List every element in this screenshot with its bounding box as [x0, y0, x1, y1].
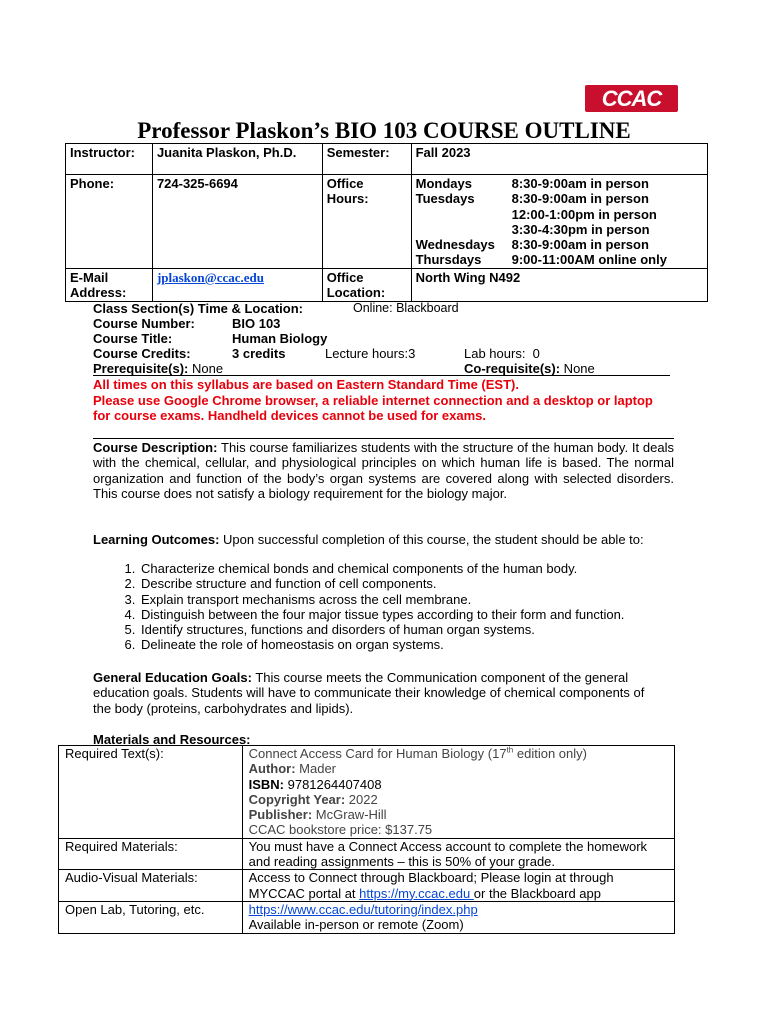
email-cell	[152, 269, 322, 302]
corequisite	[464, 361, 595, 376]
email-link[interactable]: jplaskon@ccac.edu	[156, 270, 265, 285]
audio-visual-value: Access to Connect through Blackboard; Please login at through MYCCAC portal at https://my.ccac.edu or the Blackboard app	[242, 870, 674, 902]
course-number-label: Course Number:	[93, 316, 195, 331]
office-hours-item: Tuesdays 8:30-9:00am in person	[415, 191, 649, 207]
audio-visual-label: Audio-Visual Materials:	[59, 870, 243, 902]
phone-label: Phone:	[66, 175, 153, 269]
lab-hours-value: 0	[532, 346, 540, 361]
office-hours-item: Mondays 8:30-9:00am in person	[415, 176, 649, 191]
required-materials-value: You must have a Connect Access account to complete the homework and reading assignments – this is 50% of your grade.	[242, 838, 674, 870]
semester-label: Semester:	[322, 144, 411, 175]
table-row	[66, 175, 708, 269]
open-lab-value	[242, 901, 674, 933]
office-hours-list	[411, 175, 707, 269]
required-materials-label: Required Materials:	[59, 838, 243, 870]
list-item: 3. Explain transport mechanisms across the cell membrane.	[139, 592, 699, 607]
table-row	[59, 901, 675, 933]
book-publisher: Publisher: McGraw-Hill	[248, 807, 387, 823]
list-item: 5. Identify structures, functions and disorders of human organ systems.	[139, 622, 699, 637]
course-title-value: Human Biology	[232, 331, 328, 346]
list-item: 1. Characterize chemical bonds and chemical components of the human body.	[139, 561, 699, 576]
list-item: 2. Describe structure and function of cell components.	[139, 576, 699, 591]
office-hours-label: Office Hours:	[322, 175, 411, 269]
required-texts-label: Required Text(s):	[59, 746, 243, 839]
prerequisite	[93, 361, 223, 376]
table-row	[66, 144, 708, 175]
table-row	[59, 870, 675, 902]
open-lab-label: Open Lab, Tutoring, etc.	[59, 901, 243, 933]
list-item: 4. Distinguish between the four major tissue types according to their form and function.	[139, 607, 699, 622]
materials-heading: Materials and Resources:	[93, 732, 251, 747]
office-hours-item: Thursdays 9:00-11:00AM online only	[415, 252, 667, 268]
instructor-value: Juanita Plaskon, Ph.D.	[152, 144, 322, 175]
office-hours-item: 3:30-4:30pm in person	[511, 221, 650, 237]
page-title: Professor Plaskon’s BIO 103 COURSE OUTLINE	[137, 118, 631, 143]
section-label: Class Section(s) Time & Location:	[93, 301, 303, 316]
lecture-hours-value: 3	[408, 346, 416, 361]
general-education-goals	[93, 670, 663, 716]
learning-outcomes-intro	[93, 532, 674, 547]
book-author: Author: Mader	[248, 761, 337, 777]
course-credits-label: Course Credits:	[93, 346, 191, 361]
email-label: E-Mail Address:	[66, 269, 153, 302]
phone-value: 724-325-6694	[152, 175, 322, 269]
semester-value: Fall 2023	[411, 144, 707, 175]
book-isbn: ISBN: 9781264407408	[248, 776, 382, 792]
table-row	[59, 838, 675, 870]
divider	[93, 438, 674, 439]
course-title-label: Course Title:	[93, 331, 173, 346]
myccac-link[interactable]: https://my.ccac.edu	[359, 885, 474, 901]
section-value: Online: Blackboard	[353, 301, 459, 315]
course-number-value: BIO 103	[232, 316, 281, 331]
learning-outcomes-list	[93, 561, 699, 653]
table-row	[59, 746, 675, 839]
required-texts-value	[242, 746, 674, 839]
learning-outcomes-label: Learning Outcomes:	[93, 532, 220, 547]
instructor-label: Instructor:	[66, 144, 153, 175]
office-location-value: North Wing N492	[411, 269, 707, 302]
table-row	[66, 269, 708, 302]
learning-outcomes-text: Upon successful completion of this course, the student should be able to:	[219, 532, 644, 547]
notice-est: All times on this syllabus are based on Eastern Standard Time (EST).	[93, 377, 519, 392]
logo-text: CCAC	[601, 85, 662, 111]
corequisite-label: Co-requisite(s):	[464, 361, 561, 376]
general-education-text: This course meets the Communication component of the general education goals. Students will have to communicate their knowledge of chemical components of the body (proteins, carbohydrates and lipids).	[93, 670, 645, 716]
book-copyright: Copyright Year: 2022	[248, 791, 378, 807]
lab-hours-label: Lab hours:	[464, 346, 526, 361]
prerequisite-value: None	[188, 361, 224, 376]
book-price: CCAC bookstore price: $137.75	[248, 822, 433, 838]
course-credits-value: 3 credits	[232, 346, 286, 361]
notice-browser: Please use Google Chrome browser, a reliable internet connection and a desktop or laptop for course exams. Handheld devices cannot be used for exams.	[93, 393, 653, 424]
prerequisite-label: Prerequisite(s):	[93, 361, 189, 376]
book-title: Connect Access Card for Human Biology (17th edition only)	[248, 745, 587, 761]
corequisite-value: None	[560, 361, 595, 376]
lecture-hours-label: Lecture hours:	[325, 346, 409, 361]
office-hours-item: 12:00-1:00pm in person	[511, 206, 657, 222]
general-education-label: General Education Goals:	[93, 670, 252, 685]
list-item: 6. Delineate the role of homeostasis on organ systems.	[139, 637, 699, 652]
course-description	[93, 440, 674, 501]
course-description-label: Course Description:	[93, 440, 218, 455]
office-location-label: Office Location:	[322, 269, 411, 302]
course-description-text: This course familiarizes students with the structure of the human body. It deals with the chemical, cellular, and physiological principles on which human life is based. The normal organization and function of the body’s organ systems are covered along with selected disorders. This course does not satisfy a biology requirement for the biology major.	[93, 440, 674, 501]
tutoring-availability: Available in-person or remote (Zoom)	[248, 917, 464, 933]
office-hours-item: Wednesdays 8:30-9:00am in person	[415, 237, 649, 253]
lab-hours	[464, 346, 540, 361]
tutoring-link[interactable]: https://www.ccac.edu/tutoring/index.php	[248, 901, 478, 917]
lecture-hours	[325, 346, 415, 361]
instructor-info-table	[65, 143, 708, 302]
divider	[93, 375, 670, 376]
materials-table	[58, 745, 675, 934]
ccac-logo	[585, 85, 678, 112]
